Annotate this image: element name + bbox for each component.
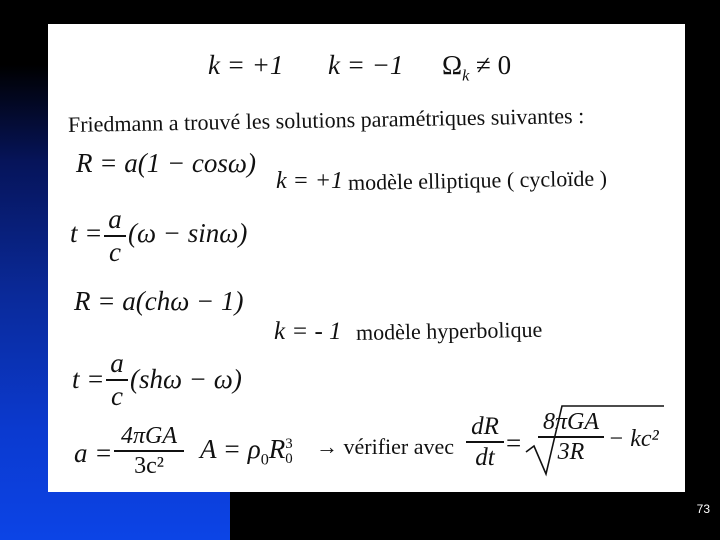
rho-subscript: 0	[260, 450, 269, 469]
a-fraction	[114, 424, 184, 478]
hyperbolic-t-fraction	[106, 350, 128, 410]
sqrt-denominator: 3R	[557, 438, 585, 465]
R-subscript: 0	[285, 450, 293, 467]
elliptic-k-label: k = +1	[276, 168, 344, 194]
R-superscript: 3	[285, 435, 293, 452]
A-R: R	[268, 434, 286, 464]
elliptic-t-denominator: c	[109, 236, 121, 267]
elliptic-model-label: modèle elliptique ( cycloïde )	[347, 165, 608, 195]
elliptic-t-lhs: t =	[70, 218, 103, 248]
dR-numerator: dR	[471, 413, 499, 440]
hyperbolic-t-lhs: t =	[72, 364, 105, 394]
hyperbolic-t-numerator: a	[110, 348, 124, 378]
sqrt-numerator: 8πGA	[542, 409, 599, 435]
a-lhs: a =	[74, 438, 113, 468]
fraction-bar	[466, 441, 504, 443]
slide-content	[48, 24, 685, 492]
a-denominator: 3c²	[134, 452, 164, 479]
sqrt-rest: − kc²	[608, 426, 659, 452]
equals-sign: =	[506, 428, 522, 458]
verify-text: → vérifier avec	[316, 434, 455, 459]
dR-dt-fraction	[466, 414, 504, 470]
elliptic-t-numerator: a	[108, 204, 122, 234]
header-k-plus-one: k = +1	[208, 50, 284, 80]
omega-symbol: Ω	[442, 50, 463, 80]
hyperbolic-model-label: modèle hyperbolique	[355, 316, 543, 345]
elliptic-R-equation: R = a(1 − cosω)	[76, 148, 256, 178]
page-number: 73	[696, 502, 710, 516]
elliptic-t-rest: (ω − sinω)	[128, 218, 248, 248]
hyperbolic-k-label: k = - 1	[274, 318, 342, 345]
A-equation	[200, 434, 293, 469]
fraction-bar	[114, 450, 184, 452]
R-scripts	[285, 437, 292, 467]
omega-relation: ≠ 0	[476, 50, 512, 80]
intro-sentence: Friedmann a trouvé les solutions paramétriques suivantes :	[67, 102, 585, 137]
a-numerator: 4πGA	[120, 423, 177, 449]
hyperbolic-R-equation: R = a(chω − 1)	[74, 286, 244, 316]
omega-subscript: k	[462, 66, 470, 85]
sqrt-fraction	[538, 410, 604, 464]
A-eq-text: A = ρ	[200, 434, 261, 464]
hyperbolic-t-rest: (shω − ω)	[130, 364, 242, 394]
hyperbolic-t-denominator: c	[111, 380, 123, 411]
dt-denominator: dt	[475, 443, 495, 471]
header-omega-condition	[442, 50, 511, 85]
elliptic-t-fraction	[104, 206, 126, 266]
fraction-bar	[538, 436, 604, 438]
header-k-minus-one: k = −1	[328, 50, 404, 80]
